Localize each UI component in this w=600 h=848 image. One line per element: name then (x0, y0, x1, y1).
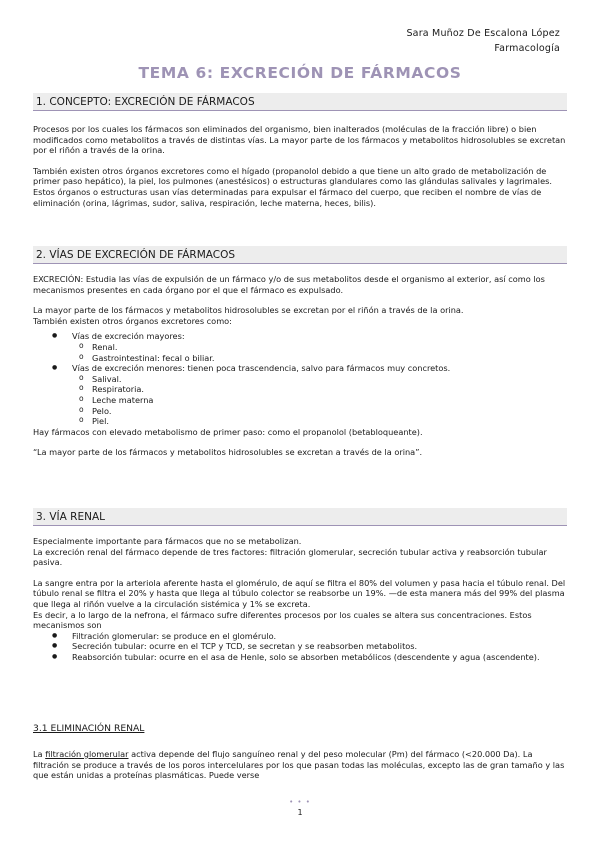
list-subitem: o Pelo. (33, 406, 569, 417)
paragraph-rest: activa depende del flujo sanguíneo renal y del peso molecular (Pm) del fármaco (<20.000 Da). La filtración se produce a través de los poros intercelulares por los que pasan todas las moléculas, excepto las de gran tamaño y las que están unidas a proteínas plasmáticas. Puede verse (33, 749, 565, 781)
paragraph-prefix: La (33, 749, 46, 759)
list-subitem: o Leche materna (33, 395, 569, 406)
page-number: 1 (297, 808, 303, 817)
section-1-heading: 1. CONCEPTO: EXCRECIÓN DE FÁRMACOS (33, 93, 567, 111)
section-2-paragraph-2a: La mayor parte de los fármacos y metabolitos hidrosolubles se excretan por el riñón a través de la orina. (33, 305, 464, 316)
section-3-paragraph-3: Es decir, a lo largo de la nefrona, el fármaco sufre diferentes procesos por los cuales se altera sus concentraciones. Estos mecanismos son (33, 609, 532, 631)
section-2-body (33, 274, 569, 458)
list-subitem: o Piel. (33, 416, 569, 427)
document-title: TEMA 6: EXCRECIÓN DE FÁRMACOS (138, 64, 462, 82)
author-block (406, 26, 560, 56)
excretion-routes-list (33, 331, 569, 426)
section-2-paragraph-3: Hay fármacos con elevado metabolismo de primer paso: como el propanolol (betabloqueante). (33, 426, 423, 437)
section-2-heading: 2. VÍAS DE EXCRECIÓN DE FÁRMACOS (33, 246, 567, 264)
list-item: ● Secreción tubular: ocurre en el TCP y TCD, se secretan y se reabsorben metabolitos. (33, 641, 569, 652)
section-1-paragraph-1: Procesos por los cuales los fármacos son eliminados del organismo, bien inalterados (moléculas de la fracción libre) o bien modificados como metabolitos a través de distintas vías. La mayor parte de los fármacos y metabolitos hidrosolubles se excretan por el riñón a través de la orina. (33, 124, 566, 156)
section-2-quote: “La mayor parte de los fármacos y metabolitos hidrosolubles se excretan a través de la orina”. (33, 447, 423, 458)
section-2-paragraph-2b: También existen otros órganos excretores como: (33, 315, 232, 326)
list-item: ● Filtración glomerular: se produce en el glomérulo. (33, 631, 569, 642)
list-subitem: o Respiratoria. (33, 384, 569, 395)
subsection-3-1-body (33, 749, 569, 781)
section-3-body (33, 536, 569, 663)
section-1-body (33, 124, 569, 208)
page-ornament: • • • (289, 798, 311, 806)
section-2-paragraph-1: EXCRECIÓN: Estudia las vías de expulsión de un fármaco y/o de sus metabolitos desde el organismo al exterior, así como los mecanismos presentes en cada órgano por el que el fármaco es expulsado. (33, 274, 545, 295)
author-name: Sara Muñoz De Escalona López (406, 28, 560, 39)
renal-mechanisms-list (33, 631, 569, 663)
filtracion-glomerular-term: filtración glomerular (45, 749, 129, 759)
list-item: ● Vías de excreción mayores: (33, 331, 569, 342)
list-item: ● Vías de excreción menores: tienen poca trascendencia, salvo para fármacos muy concretos. (33, 363, 569, 374)
section-1-paragraph-2: También existen otros órganos excretores como el hígado (propanolol debido a que tiene un alto grado de metabolización de primer paso hepático), la piel, los pulmones (anestésicos) o estructuras glandulares como las glándulas salivales y lagrimales. Estos órganos o estructuras usan vías determinadas para expulsar el fármaco del cuerpo, que reciben el nombre de vías de eliminación (orina, lágrimas, sudor, saliva, respiración, leche materna, heces, bilis). (33, 165, 552, 208)
section-3-heading: 3. VÍA RENAL (33, 508, 567, 526)
list-item: ● Reabsorción tubular: ocurre en el asa de Henle, solo se absorben metabólicos (descendente y agua (ascendente). (33, 652, 569, 663)
section-3-paragraph-1a: Especialmente importante para fármacos que no se metabolizan. (33, 536, 302, 546)
section-3-paragraph-2: La sangre entra por la arteriola aferente hasta el glomérulo, de aquí se filtra el 80% del volumen y pasa hacia el túbulo renal. Del túbulo renal se filtra el 20% y hasta que llega al túbulo colector se reabsorbe un 19%. —de esta manera más del 99% del plasma que llega al riñón vuelve a la circulación sistémica y 1% se excreta. (33, 577, 566, 609)
subsection-3-1-heading: 3.1 ELIMINACIÓN RENAL (33, 723, 145, 734)
list-subitem: o Salival. (33, 374, 569, 385)
section-3-paragraph-1b: La excreción renal del fármaco depende de tres factores: filtración glomerular, secreción tubular activa y reabsorción tubular pasiva. (33, 546, 547, 568)
list-subitem: o Gastrointestinal: fecal o biliar. (33, 353, 569, 364)
list-subitem: o Renal. (33, 342, 569, 353)
subject-name: Farmacología (494, 43, 560, 54)
subsection-3-1-paragraph (33, 749, 569, 781)
